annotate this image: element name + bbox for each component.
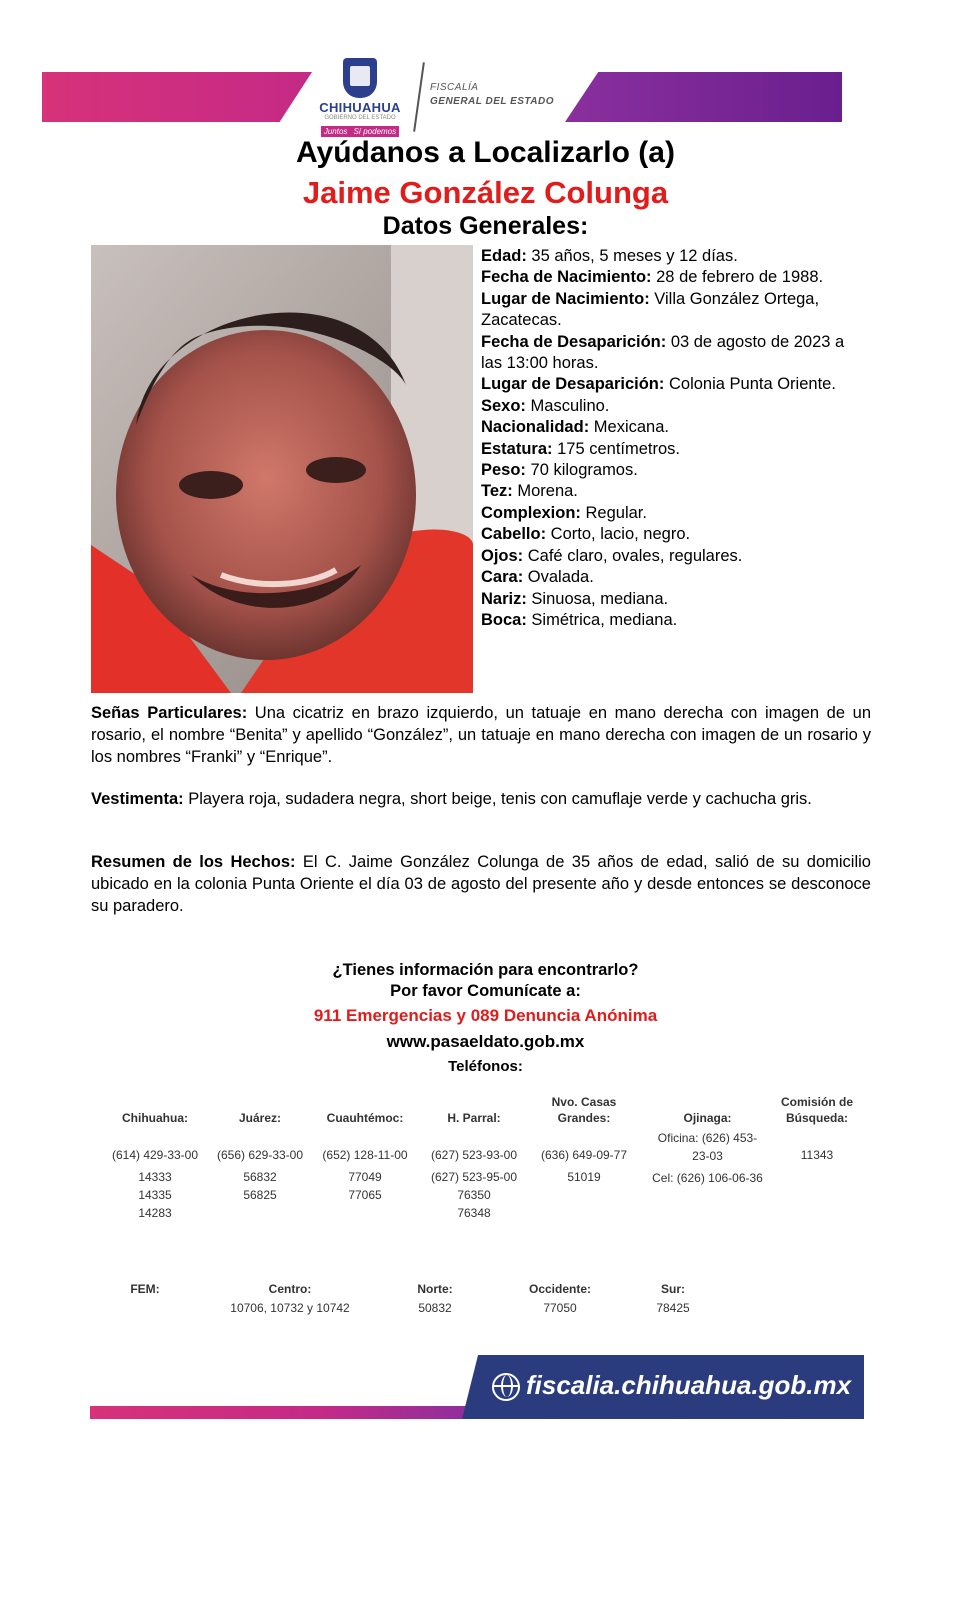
phone-line <box>210 1146 310 1204</box>
distinguishing-marks <box>91 702 871 768</box>
phone-header-line: Búsqueda: <box>785 1111 848 1125</box>
info-item <box>481 481 851 502</box>
info-label: Nariz: <box>481 589 527 608</box>
info-label: Lugar de Desaparición: <box>481 375 665 394</box>
info-item <box>481 503 851 524</box>
phone-header: Chihuahua: <box>122 1111 188 1125</box>
phone-number: Cel: (626) 106-06-36 <box>652 1171 763 1185</box>
person-photo <box>91 245 473 693</box>
phone-header: Sur: <box>661 1282 685 1296</box>
phone-number: Oficina: (626) 453- <box>657 1131 758 1145</box>
phone-line <box>645 1129 770 1187</box>
footer-url-text: fiscalia.chihuahua.gob.mx <box>526 1370 852 1400</box>
info-value: Mexicana. <box>589 418 669 437</box>
contact-please: Por favor Comunícate a: <box>390 982 581 1000</box>
phone-number: (627) 523-93-00 <box>430 1148 518 1162</box>
slogan-b: Sí podemos <box>350 126 399 137</box>
info-value: Café claro, ovales, regulares. <box>523 546 743 565</box>
vest-label: Vestimenta: <box>91 790 184 808</box>
phone-line <box>772 1146 862 1164</box>
info-label: Estatura: <box>481 439 553 458</box>
page-title: Ayúdanos a Localizarlo (a) <box>296 136 675 169</box>
phone-ext: 14335 <box>138 1188 172 1202</box>
phone-header-line: Grandes: <box>557 1111 611 1125</box>
phone-header: H. Parral: <box>447 1111 501 1125</box>
agency-line2: GENERAL DEL ESTADO <box>430 96 555 107</box>
general-data-list <box>481 246 851 631</box>
phone-ext: 76350 <box>457 1188 491 1202</box>
info-value: 03 de agosto de 2023 a las 13:00 horas. <box>481 332 845 373</box>
phone-line <box>315 1146 415 1204</box>
phone-ext: 56825 <box>243 1188 277 1202</box>
info-item <box>481 546 851 567</box>
info-value: 70 kilogramos. <box>525 461 638 480</box>
phone-ext: 77049 <box>348 1170 382 1184</box>
state-name: CHIHUAHUA <box>319 100 401 115</box>
info-label: Fecha de Desaparición: <box>481 332 667 351</box>
header-bar-right <box>565 72 842 122</box>
phone-ext: 78425 <box>656 1301 690 1315</box>
phone-ext: 56832 <box>243 1170 277 1184</box>
shield-icon <box>343 58 377 98</box>
contact-question: ¿Tienes información para encontrarlo? <box>332 961 639 979</box>
info-label: Fecha de Nacimiento: <box>481 268 652 287</box>
info-label: Nacionalidad: <box>481 418 590 437</box>
clothing <box>91 788 871 810</box>
phone-ext: 51019 <box>567 1170 601 1184</box>
info-value: 35 años, 5 meses y 12 días. <box>526 247 738 265</box>
info-value: Corto, lacio, negro. <box>546 525 691 544</box>
website-link[interactable]: www.pasaeldato.gob.mx <box>386 1032 585 1051</box>
phone-header: Norte: <box>417 1282 453 1296</box>
info-label: Boca: <box>481 610 527 629</box>
resumen-text: El C. Jaime González Colunga de 35 años de edad, salió de su domicilio ubicado en la colonia Punta Oriente el día 03 de agosto del presente año y desde entonces se desconoce su paradero. <box>91 853 871 915</box>
info-value: Colonia Punta Oriente. <box>664 375 836 394</box>
info-label: Sexo: <box>481 396 526 415</box>
resumen-label: Resumen de los Hechos: <box>91 853 296 871</box>
phone-ext: 50832 <box>418 1301 452 1315</box>
phone-header: FEM: <box>130 1282 160 1296</box>
slogan-a: Juntos <box>321 126 351 137</box>
info-label: Peso: <box>481 461 526 480</box>
info-item <box>481 417 851 438</box>
phone-number: 23-03 <box>692 1149 723 1163</box>
phone-line <box>105 1146 205 1222</box>
phone-ext: 77050 <box>543 1301 577 1315</box>
senas-text: Una cicatriz en brazo izquierdo, un tatuaje en mano derecha con imagen de un rosario, el nombre “Benita” y apellido “González”, un tatuaje en mano derecha con imagen de un rosario y los nombres “Franki” y “Enrique”. <box>91 704 871 766</box>
phone-number: (652) 128-11-00 <box>322 1148 408 1162</box>
phones-title: Teléfonos: <box>448 1058 523 1075</box>
info-item <box>481 246 851 267</box>
info-item <box>481 267 851 288</box>
globe-icon <box>492 1373 520 1401</box>
info-label: Lugar de Nacimiento: <box>481 289 650 308</box>
summary <box>91 851 871 917</box>
phone-ext: 14283 <box>138 1206 172 1220</box>
phone-number: (656) 629-33-00 <box>216 1148 304 1162</box>
person-name: Jaime González Colunga <box>302 175 669 210</box>
info-label: Cara: <box>481 568 524 587</box>
phone-header: Ojinaga: <box>683 1111 732 1125</box>
section-title: Datos Generales: <box>382 212 589 240</box>
phone-header <box>534 1094 634 1126</box>
phone-ext: 11343 <box>800 1148 834 1162</box>
info-item <box>481 396 851 417</box>
info-item <box>481 289 851 332</box>
info-value: Simétrica, mediana. <box>526 610 678 629</box>
phone-header-line: Nvo. Casas <box>551 1095 617 1109</box>
info-label: Tez: <box>481 482 513 501</box>
phone-header: Cuauhtémoc: <box>326 1111 404 1125</box>
phone-header: Juárez: <box>238 1111 282 1125</box>
emergency-numbers: 911 Emergencias y 089 Denuncia Anónima <box>313 1006 658 1025</box>
phone-header <box>772 1094 862 1126</box>
info-item <box>481 567 851 588</box>
info-value: 175 centímetros. <box>552 439 681 458</box>
info-value: Sinuosa, mediana. <box>526 589 669 608</box>
phone-ext: 77065 <box>348 1188 382 1202</box>
footer-url[interactable] <box>492 1370 851 1401</box>
phone-number: (636) 649-09-77 <box>540 1148 628 1162</box>
info-item <box>481 374 851 395</box>
phone-line <box>534 1146 634 1186</box>
info-value: 28 de febrero de 1988. <box>651 268 824 287</box>
state-logo <box>300 58 420 138</box>
phone-line <box>424 1146 524 1222</box>
phone-ext: 14333 <box>138 1170 172 1184</box>
info-item <box>481 610 851 631</box>
info-value: Villa González Ortega, Zacatecas. <box>481 289 820 330</box>
info-label: Complexion: <box>481 503 581 522</box>
phone-number: (614) 429-33-00 <box>111 1148 199 1162</box>
info-item <box>481 460 851 481</box>
vest-text: Playera roja, sudadera negra, short beige, tenis con camuflaje verde y cachucha gris. <box>183 790 812 808</box>
phone-ext: 76348 <box>457 1206 491 1220</box>
info-label: Cabello: <box>481 525 547 544</box>
info-item <box>481 332 851 375</box>
info-value: Regular. <box>580 503 647 522</box>
senas-label: Señas Particulares: <box>91 704 248 722</box>
phone-ext: 10706, 10732 y 10742 <box>230 1301 350 1315</box>
info-item <box>481 589 851 610</box>
info-value: Ovalada. <box>523 568 594 587</box>
info-label: Edad: <box>481 247 527 265</box>
info-value: Masculino. <box>525 396 610 415</box>
phone-number: (627) 523-95-00 <box>430 1170 518 1184</box>
phone-header: Occidente: <box>528 1282 591 1296</box>
info-label: Ojos: <box>481 546 524 565</box>
info-item <box>481 524 851 545</box>
phone-header-line: Comisión de <box>780 1095 853 1109</box>
agency-line1: FISCALÍA <box>430 82 479 93</box>
header-bar-left <box>42 72 312 122</box>
info-value: Morena. <box>512 482 578 501</box>
state-sub: GOBIERNO DEL ESTADO <box>324 115 396 121</box>
phone-header: Centro: <box>268 1282 312 1296</box>
info-item <box>481 439 851 460</box>
